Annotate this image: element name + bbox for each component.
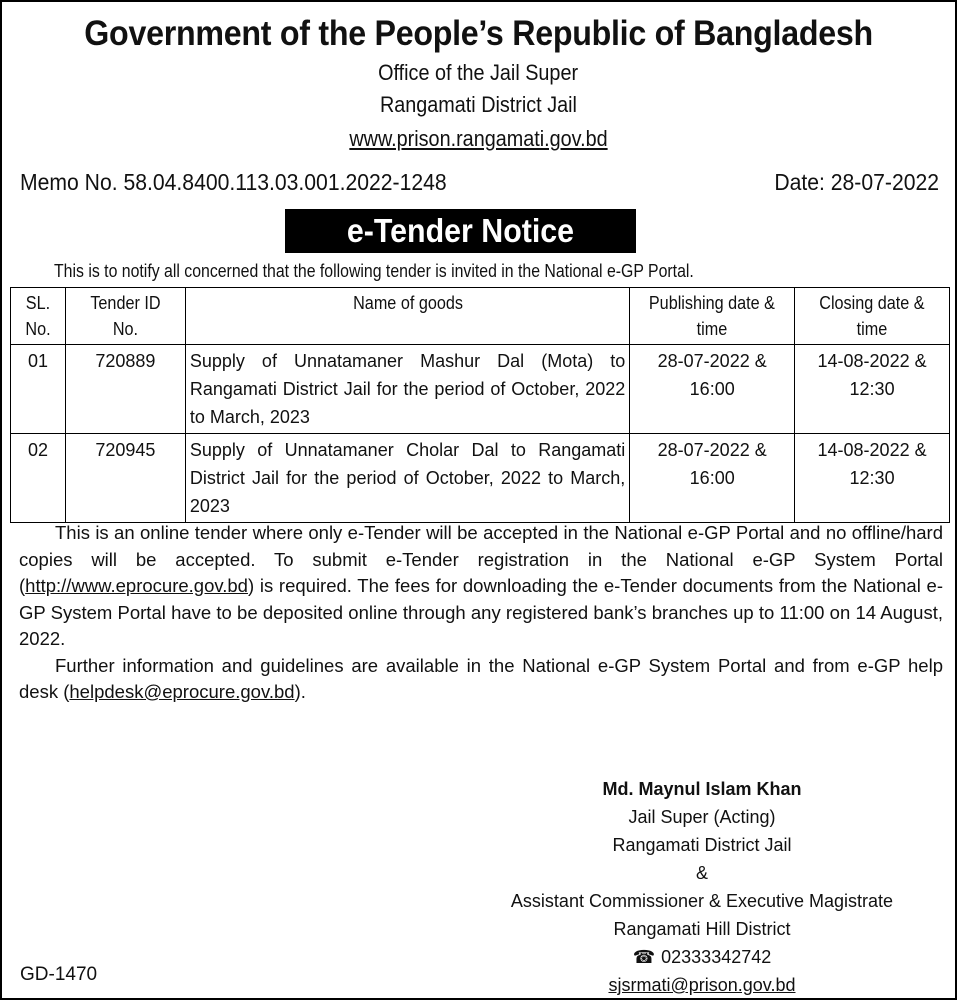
memo-number: Memo No. 58.04.8400.113.03.001.2022-1248 [20, 169, 447, 195]
row-goods: Supply of Unnatamaner Mashur Dal (Mota) to Rangamati District Jail for the period of October, 2022 to March, 2023 [185, 345, 629, 434]
table-row [11, 434, 950, 523]
signatory-name: Md. Maynul Islam Khan [602, 779, 802, 799]
signatory-jail: Rangamati District Jail [612, 835, 792, 855]
row-tender-id: 720889 [65, 345, 185, 434]
row-sl: 02 [11, 434, 66, 523]
paragraph-submission: This is an online tender where only e-Tender will be accepted in the National e-GP Portal and no offline/hard copies will be accepted. To submit e-Tender registration in the National e-GP System Portal (http://www.eprocure.gov.bd) is required. The fees for downloading the e-Tender documents from the National e-GP System Portal have to be deposited online through any registered bank’s branches up to 11:00 on 14 August, 2022. [19, 522, 943, 649]
paragraph-helpdesk: Further information and guidelines are available in the National e-GP System Portal and from e-GP help desk (helpdesk@eprocure.gov.bd). [19, 654, 943, 702]
signatory-district: Rangamati Hill District [613, 919, 791, 939]
jail-name: Rangamati District Jail [380, 92, 577, 117]
header-goods: Name of goods [185, 288, 629, 345]
row-publishing: 28-07-2022 & 16:00 [630, 434, 795, 523]
memo-date: Date: 28-07-2022 [774, 169, 939, 195]
helpdesk-email-link[interactable]: helpdesk@eprocure.gov.bd [69, 681, 295, 702]
website-link[interactable]: www.prison.rangamati.gov.bd [349, 126, 608, 151]
table-row [11, 345, 950, 434]
notice-body [19, 520, 943, 706]
government-title: Government of the People’s Republic of Bangladesh [84, 14, 873, 53]
eprocure-link[interactable]: http://www.eprocure.gov.bd [25, 575, 248, 596]
row-sl: 01 [11, 345, 66, 434]
signatory-phone: 02333342742 [661, 947, 772, 967]
header-sl: SL. No. [11, 288, 66, 345]
row-closing: 14-08-2022 & 12:30 [795, 345, 950, 434]
signatory-role: Assistant Commissioner & Executive Magistrate [510, 891, 894, 911]
signatory-email[interactable]: sjsrmati@prison.gov.bd [608, 975, 796, 995]
tender-table [10, 287, 950, 523]
table-header-row [11, 288, 950, 345]
row-publishing: 28-07-2022 & 16:00 [630, 345, 795, 434]
row-goods: Supply of Unnatamaner Cholar Dal to Rangamati District Jail for the period of October, 2022 to March, 2023 [185, 434, 629, 523]
header-closing: Closing date & time [795, 288, 950, 345]
signature-block [472, 775, 932, 999]
row-tender-id: 720945 [65, 434, 185, 523]
signatory-phone-line [472, 943, 932, 971]
header-tender-id: Tender ID No. [65, 288, 185, 345]
office-name: Office of the Jail Super [378, 60, 579, 85]
telephone-icon: ☎ [632, 947, 656, 967]
header-publishing: Publishing date & time [630, 288, 795, 345]
signatory-ampersand: & [695, 863, 708, 883]
intro-text: This is to notify all concerned that the following tender is invited in the National e-GP Portal. [54, 261, 694, 281]
gd-code: GD-1470 [20, 964, 98, 985]
notice-title-banner: e-Tender Notice [285, 209, 636, 253]
signatory-designation: Jail Super (Acting) [628, 807, 776, 827]
row-closing: 14-08-2022 & 12:30 [795, 434, 950, 523]
